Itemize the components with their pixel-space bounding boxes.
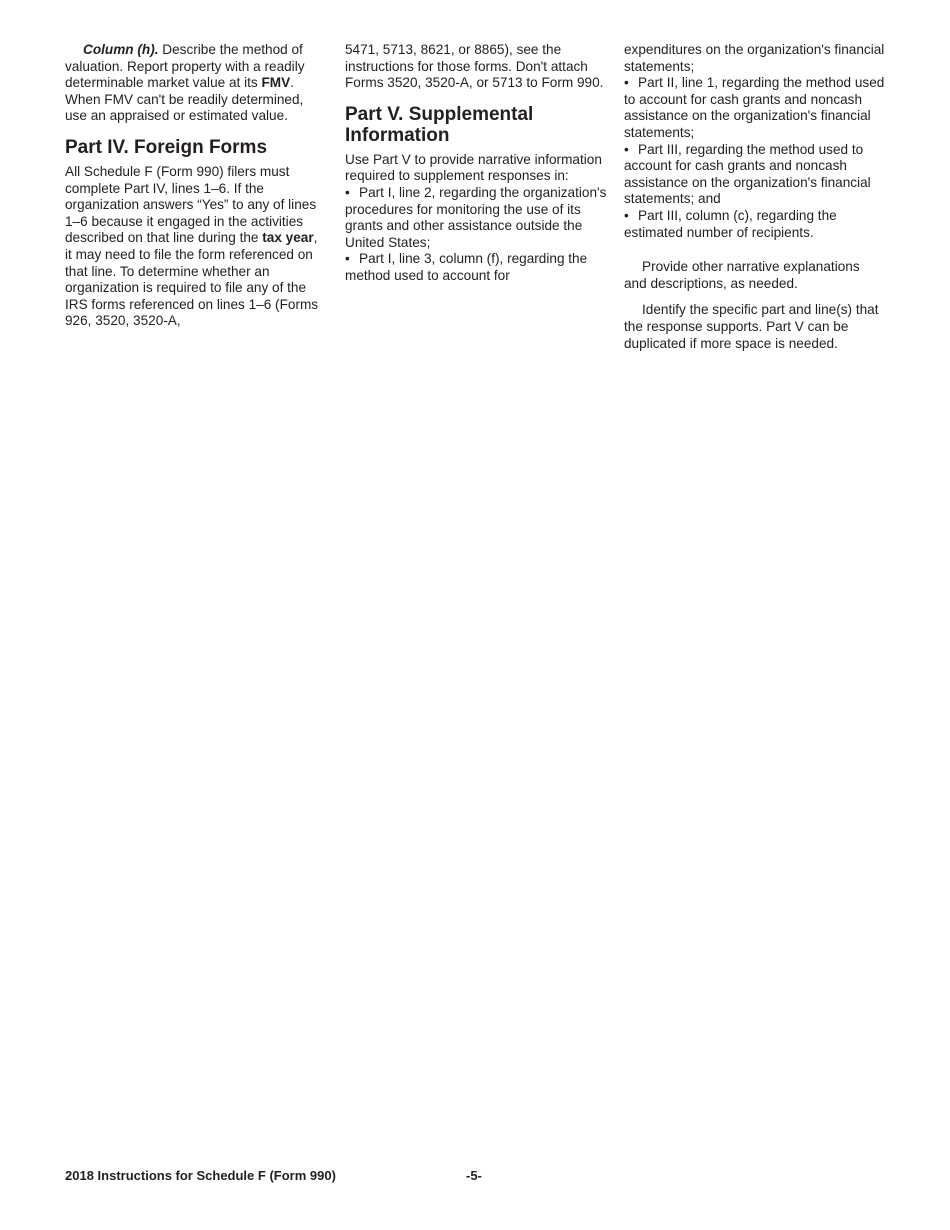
footer-title: 2018 Instructions for Schedule F (Form 990) [65, 1168, 336, 1183]
identify-paragraph: Identify the specific part and line(s) that the response supports. Part V can be duplicated if more space is needed. [624, 302, 879, 351]
narrative-paragraph: Provide other narrative explanations and descriptions, as needed. [624, 259, 860, 291]
part-iv-heading: Part IV. Foreign Forms [65, 136, 268, 158]
forms-continuation-paragraph: 5471, 5713, 8621, or 8865), see the instructions for those forms. Don't attach Forms 3520, 3520-A, or 5713 to Form 990. [345, 42, 604, 91]
page-number: -5- [466, 1168, 482, 1183]
bullet-icon: • [345, 184, 350, 200]
bullet-text: Part I, line 2, regarding the organization's procedures for monitoring the use of its grants and other assistance outside the United States; [345, 184, 607, 250]
bullet-item [345, 185, 610, 251]
bullet-item [624, 142, 886, 208]
part-v-intro-paragraph: Use Part V to provide narrative information required to supplement responses in: [345, 151, 602, 184]
bullet-icon: • [624, 141, 629, 157]
part-v-heading: Part V. Supplemental Information [345, 103, 534, 146]
column-h-text-a: Describe the method of valuation. Report property with a readily determinable market value at its [65, 42, 305, 91]
column-h-text-b: . When FMV can't be readily determined, use an appraised or estimated value. [65, 75, 304, 124]
column-h-term: Column (h). [83, 42, 159, 57]
part-iv-text-b: , it may need to file the form referenced on that line. To determine whether an organization is required to file any of the IRS forms referenced on lines 1–6 (Forms 926, 3520, 3520-A, [65, 230, 319, 329]
part-iv-paragraph [65, 164, 327, 330]
tax-year-term: tax year [262, 230, 314, 246]
bullet-text: Part II, line 1, regarding the method used to account for cash grants and noncash assistance on the organization's financial statements; [624, 75, 885, 140]
column-h-paragraph [65, 42, 327, 125]
bullet-text: Part III, column (c), regarding the estimated number of recipients. [624, 207, 837, 240]
column-2 [345, 42, 610, 285]
bullet-text: Part I, line 3, column (f), regarding the method used to account for [345, 251, 588, 283]
bullet-item [345, 251, 610, 284]
bullet-icon: • [345, 251, 350, 267]
bullet-continuation-text: expenditures on the organization's financial statements; [624, 42, 885, 74]
part-iv-text-a: All Schedule F (Form 990) filers must complete Part IV, lines 1–6. If the organization answers “Yes” to any of lines 1–6 because it engaged in the activities described on that line during the [65, 163, 317, 246]
bullet-text: Part III, regarding the method used to account for cash grants and noncash assistance on the organization's financial statements; and [624, 141, 871, 207]
column-3 [624, 42, 886, 362]
column-1 [65, 42, 327, 340]
bullet-icon: • [624, 207, 629, 223]
bullet-item [624, 75, 886, 141]
bullet-icon: • [624, 75, 629, 91]
bullet-item [624, 208, 886, 241]
fmv-term: FMV [261, 75, 291, 91]
